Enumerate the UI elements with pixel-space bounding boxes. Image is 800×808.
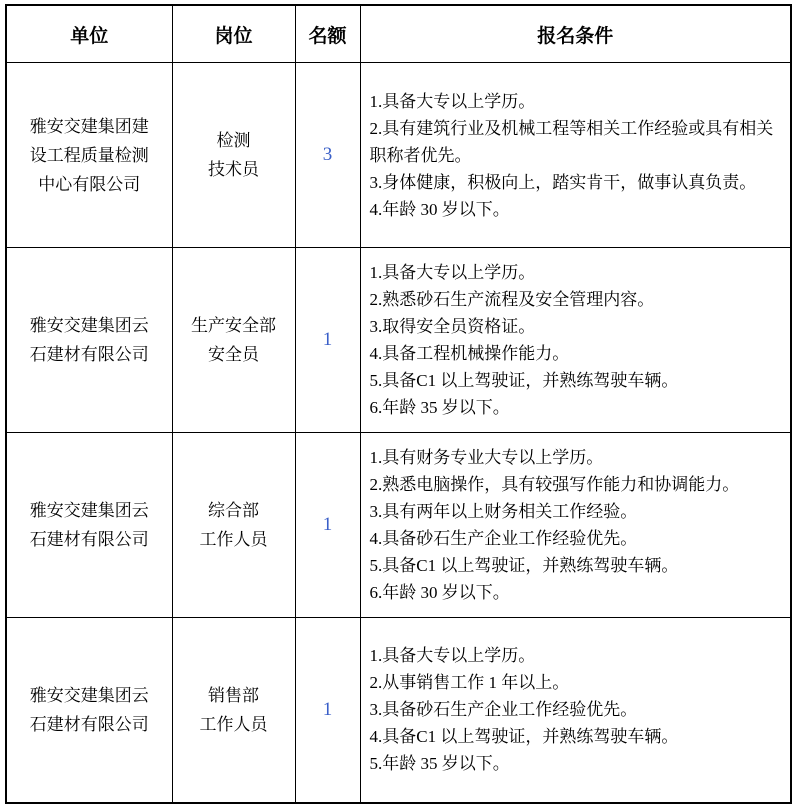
condition-item: 1.具有财务专业大专以上学历。 (369, 448, 604, 467)
position-cell (172, 433, 295, 618)
conditions-cell (360, 618, 791, 803)
unit-cell: 雅安交建集团云石建材有限公司 (6, 248, 172, 433)
column-header-quota: 名额 (295, 5, 360, 63)
quota-cell: 1 (295, 618, 360, 803)
condition-item: 6.年龄 30 岁以下。 (369, 583, 510, 602)
quota-cell: 3 (295, 63, 360, 248)
conditions-cell (360, 63, 791, 248)
condition-item: 2.熟悉电脑操作，具有较强写作能力和协调能力。 (369, 475, 740, 494)
unit-cell: 雅安交建集团云石建材有限公司 (6, 618, 172, 803)
column-header-unit: 单位 (6, 5, 172, 63)
condition-item: 3.身体健康，积极向上，踏实肯干，做事认真负责。 (369, 172, 757, 192)
position-line: 生产安全部 (191, 316, 276, 335)
table-row (6, 63, 791, 248)
recruitment-table (5, 4, 792, 804)
conditions-cell (360, 248, 791, 433)
condition-item: 1.具备大专以上学历。 (369, 263, 536, 282)
position-line: 综合部 (208, 501, 259, 520)
table-row (6, 248, 791, 433)
condition-item: 5.年龄 35 岁以下。 (369, 754, 510, 774)
condition-item: 2.熟悉砂石生产流程及安全管理内容。 (369, 290, 655, 309)
position-cell (172, 63, 295, 248)
condition-item: 1.具备大专以上学历。 (369, 646, 536, 666)
position-cell (172, 618, 295, 803)
table-body (6, 63, 791, 803)
position-line: 工作人员 (199, 714, 268, 734)
conditions-cell (360, 433, 791, 618)
condition-item: 4.年龄 30 岁以下。 (369, 199, 510, 219)
condition-item: 3.取得安全员资格证。 (369, 317, 536, 336)
position-line: 检测 (216, 131, 251, 150)
header-row (6, 5, 791, 63)
quota-cell: 1 (295, 248, 360, 433)
condition-item: 2.具有建筑行业及机械工程等相关工作经验或具有相关职称者优先。 (369, 118, 774, 165)
table-row (6, 433, 791, 618)
condition-item: 6.年龄 35 岁以下。 (369, 398, 510, 417)
position-line: 安全员 (208, 345, 259, 364)
unit-cell: 雅安交建集团云石建材有限公司 (6, 433, 172, 618)
quota-cell: 1 (295, 433, 360, 618)
column-header-position: 岗位 (172, 5, 295, 63)
position-line: 技术员 (208, 160, 259, 179)
condition-item: 4.具备工程机械操作能力。 (369, 344, 570, 363)
position-line: 工作人员 (199, 530, 268, 549)
condition-item: 3.具备砂石生产企业工作经验优先。 (369, 700, 638, 720)
position-line: 销售部 (208, 685, 259, 705)
position-cell (172, 248, 295, 433)
unit-cell: 雅安交建集团建设工程质量检测中心有限公司 (6, 63, 172, 248)
condition-item: 3.具有两年以上财务相关工作经验。 (369, 502, 638, 521)
condition-item: 1.具备大专以上学历。 (369, 91, 536, 111)
condition-item: 4.具备C1 以上驾驶证，并熟练驾驶车辆。 (369, 727, 679, 747)
condition-item: 4.具备砂石生产企业工作经验优先。 (369, 529, 638, 548)
table-row (6, 618, 791, 803)
condition-item: 5.具备C1 以上驾驶证，并熟练驾驶车辆。 (369, 371, 679, 390)
condition-item: 2.从事销售工作 1 年以上。 (369, 673, 570, 693)
condition-item: 5.具备C1 以上驾驶证，并熟练驾驶车辆。 (369, 556, 679, 575)
column-header-conditions: 报名条件 (360, 5, 791, 63)
